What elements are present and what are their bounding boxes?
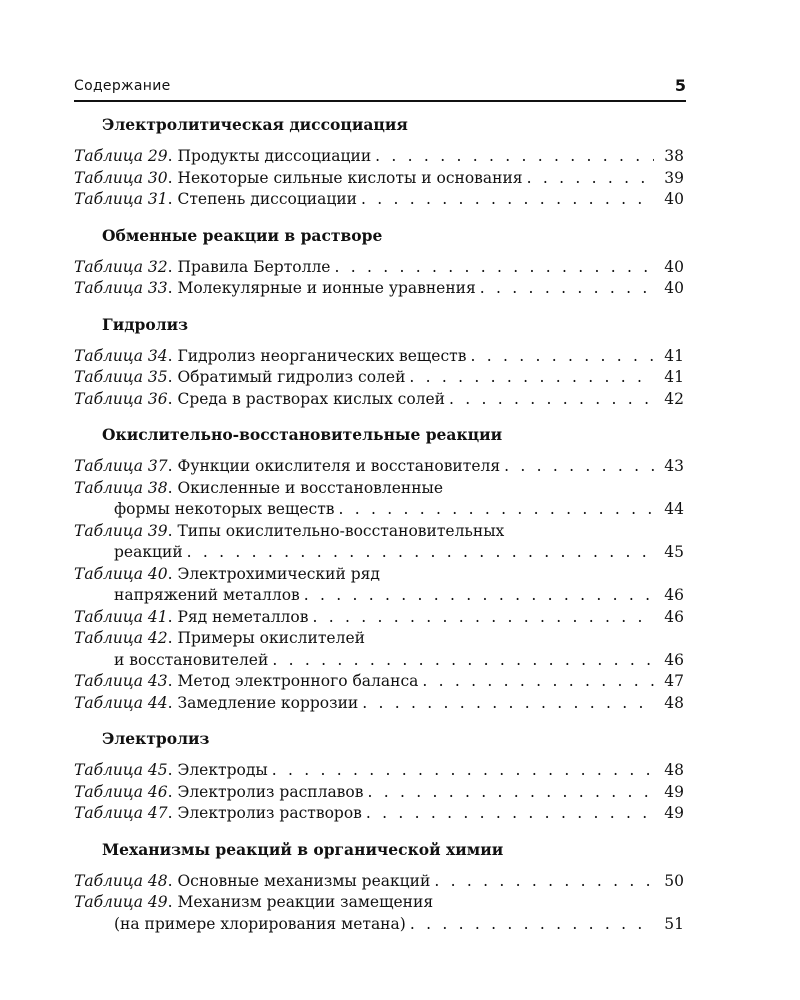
entry-title: Некоторые сильные кислоты и основания (177, 168, 523, 187)
table-label: Таблица 43 (74, 672, 168, 690)
toc-entry[interactable] (74, 478, 684, 521)
entry-page-number: 50 (664, 871, 684, 890)
dot-leader (409, 367, 654, 389)
toc-section (74, 112, 684, 211)
toc-entry[interactable] (74, 760, 684, 782)
label-separator: . (167, 521, 178, 540)
toc-entry[interactable] (74, 146, 684, 168)
dot-leader (410, 914, 654, 936)
entry-title: Ряд неметаллов (177, 607, 309, 626)
entry-title-continuation: напряжений металлов (114, 586, 300, 604)
entry-page-number: 42 (664, 389, 684, 408)
entry-title: Гидролиз неорганических веществ (177, 346, 467, 365)
label-separator: . (167, 871, 178, 890)
section-heading: Электролитическая диссоциация (102, 115, 408, 134)
table-label: Таблица 40 (74, 564, 168, 583)
toc-entry[interactable] (74, 346, 684, 368)
entry-page-number: 39 (664, 168, 684, 187)
dot-leader (361, 189, 654, 211)
section-heading: Гидролиз (102, 314, 189, 334)
entry-title: Механизм реакции замещения (177, 893, 434, 911)
dot-leader (339, 499, 654, 521)
entry-page-number: 44 (664, 500, 684, 518)
label-separator: . (167, 804, 178, 822)
label-separator: . (167, 279, 178, 297)
label-separator: . (167, 478, 178, 497)
entry-page-number: 46 (664, 607, 684, 626)
entry-title-continuation: (на примере хлорирования метана) (114, 914, 406, 933)
dot-leader (187, 542, 654, 564)
dot-leader (334, 257, 654, 279)
entry-page-number: 48 (664, 693, 684, 712)
table-label: Таблица 38 (74, 478, 168, 497)
entry-page-number: 46 (664, 586, 684, 604)
table-label: Таблица 31 (74, 190, 168, 208)
dot-leader (449, 389, 654, 411)
toc-entry[interactable] (74, 871, 684, 893)
entry-title: Среда в растворах кислых солей (177, 389, 446, 408)
dot-leader (422, 671, 654, 693)
page-number: 5 (674, 76, 686, 95)
dot-leader (375, 146, 654, 168)
label-separator: . (167, 893, 178, 911)
running-head-title: Содержание (74, 78, 171, 94)
label-separator: . (167, 672, 178, 690)
toc-entry[interactable] (74, 628, 684, 671)
entry-title: Замедление коррозии (177, 693, 359, 712)
section-heading: Электролиз (102, 729, 210, 748)
toc-entry[interactable] (74, 607, 684, 629)
entry-page-number: 40 (664, 279, 684, 297)
label-separator: . (167, 693, 178, 712)
table-label: Таблица 47 (74, 804, 168, 822)
entry-title: Окисленные и восстановленные (177, 478, 444, 497)
label-separator: . (167, 761, 178, 779)
table-label: Таблица 49 (74, 893, 168, 911)
table-label: Таблица 37 (74, 457, 168, 475)
dot-leader (504, 456, 654, 478)
table-label: Таблица 48 (74, 871, 168, 890)
entry-title: Электролиз расплавов (177, 782, 364, 801)
toc-section (74, 422, 684, 714)
entry-title: Электролиз растворов (177, 804, 362, 822)
label-separator: . (167, 368, 178, 386)
entry-title: Примеры окислителей (177, 629, 365, 647)
entry-page-number: 40 (664, 257, 684, 276)
label-separator: . (167, 629, 178, 647)
table-label: Таблица 44 (74, 693, 168, 712)
toc-entry[interactable] (74, 257, 684, 279)
table-label: Таблица 45 (74, 761, 168, 779)
toc-entry[interactable] (74, 521, 684, 564)
label-separator: . (167, 457, 178, 475)
table-label: Таблица 34 (74, 346, 168, 365)
toc-entry[interactable] (74, 693, 684, 715)
entry-page-number: 49 (664, 804, 684, 822)
entry-page-number: 48 (664, 761, 684, 779)
label-separator: . (167, 389, 178, 408)
section-heading: Обменные реакции в растворе (102, 225, 383, 245)
table-label: Таблица 30 (74, 168, 168, 187)
entry-title: Основные механизмы реакций (177, 871, 431, 890)
label-separator: . (167, 782, 178, 801)
table-label: Таблица 29 (74, 147, 168, 165)
toc-entry[interactable] (74, 456, 684, 478)
toc-entry[interactable] (74, 671, 684, 693)
entry-title: Степень диссоциации (177, 190, 358, 208)
entry-title: Правила Бертолле (177, 257, 331, 276)
entry-title: Типы окислительно-восстановительных (177, 521, 505, 540)
dot-leader (272, 650, 654, 672)
toc-entry[interactable] (74, 189, 684, 211)
entry-title: Электроды (177, 761, 268, 779)
toc-entry[interactable] (74, 803, 684, 825)
toc-entry[interactable] (74, 168, 684, 190)
toc-entry[interactable] (74, 278, 684, 300)
table-label: Таблица 32 (74, 257, 168, 276)
entry-title-continuation: и восстановителей (114, 650, 269, 669)
label-separator: . (167, 168, 178, 187)
entry-title: Продукты диссоциации (177, 147, 372, 165)
entry-page-number: 47 (664, 672, 684, 690)
entry-page-number: 46 (664, 650, 684, 669)
entry-title: Метод электронного баланса (177, 672, 419, 690)
section-heading: Окислительно-восстановительные реакции (102, 425, 503, 444)
entry-page-number: 45 (664, 543, 684, 561)
dot-leader (527, 168, 654, 190)
toc-section (74, 223, 684, 300)
table-label: Таблица 36 (74, 389, 168, 408)
section-heading: Механизмы реакций в органической химии (102, 839, 504, 859)
dot-leader (470, 346, 654, 368)
dot-leader (366, 803, 654, 825)
table-label: Таблица 33 (74, 279, 168, 297)
entry-page-number: 41 (664, 346, 684, 365)
label-separator: . (167, 147, 178, 165)
toc-section (74, 312, 684, 411)
label-separator: . (167, 346, 178, 365)
dot-leader (367, 782, 654, 804)
entry-page-number: 51 (664, 914, 684, 933)
toc-entry[interactable] (74, 367, 684, 389)
entry-title-continuation: формы некоторых веществ (114, 500, 335, 518)
toc-section (74, 837, 684, 936)
dot-leader (304, 585, 654, 607)
entry-page-number: 41 (664, 368, 684, 386)
dot-leader (312, 607, 654, 629)
page-header (74, 78, 686, 102)
table-label: Таблица 42 (74, 629, 168, 647)
table-label: Таблица 41 (74, 607, 168, 626)
toc-entry[interactable] (74, 389, 684, 411)
toc-section (74, 726, 684, 825)
label-separator: . (167, 257, 178, 276)
entry-page-number: 40 (664, 190, 684, 208)
entry-title-continuation: реакций (114, 543, 183, 561)
toc-entry[interactable] (74, 564, 684, 607)
dot-leader (434, 871, 654, 893)
entry-title: Электрохимический ряд (177, 564, 380, 583)
table-label: Таблица 46 (74, 782, 168, 801)
toc-entry[interactable] (74, 782, 684, 804)
table-label: Таблица 39 (74, 521, 168, 540)
entry-title: Молекулярные и ионные уравнения (177, 279, 476, 297)
label-separator: . (167, 607, 178, 626)
entry-page-number: 43 (664, 457, 684, 475)
dot-leader (480, 278, 654, 300)
label-separator: . (167, 564, 178, 583)
entry-page-number: 38 (664, 147, 684, 165)
dot-leader (362, 693, 654, 715)
entry-page-number: 49 (664, 782, 684, 801)
entry-title: Функции окислителя и восстановителя (177, 457, 501, 475)
dot-leader (272, 760, 654, 782)
table-of-contents (74, 112, 684, 947)
label-separator: . (167, 190, 178, 208)
toc-entry[interactable] (74, 892, 684, 935)
table-label: Таблица 35 (74, 368, 168, 386)
entry-title: Обратимый гидролиз солей (177, 368, 406, 386)
